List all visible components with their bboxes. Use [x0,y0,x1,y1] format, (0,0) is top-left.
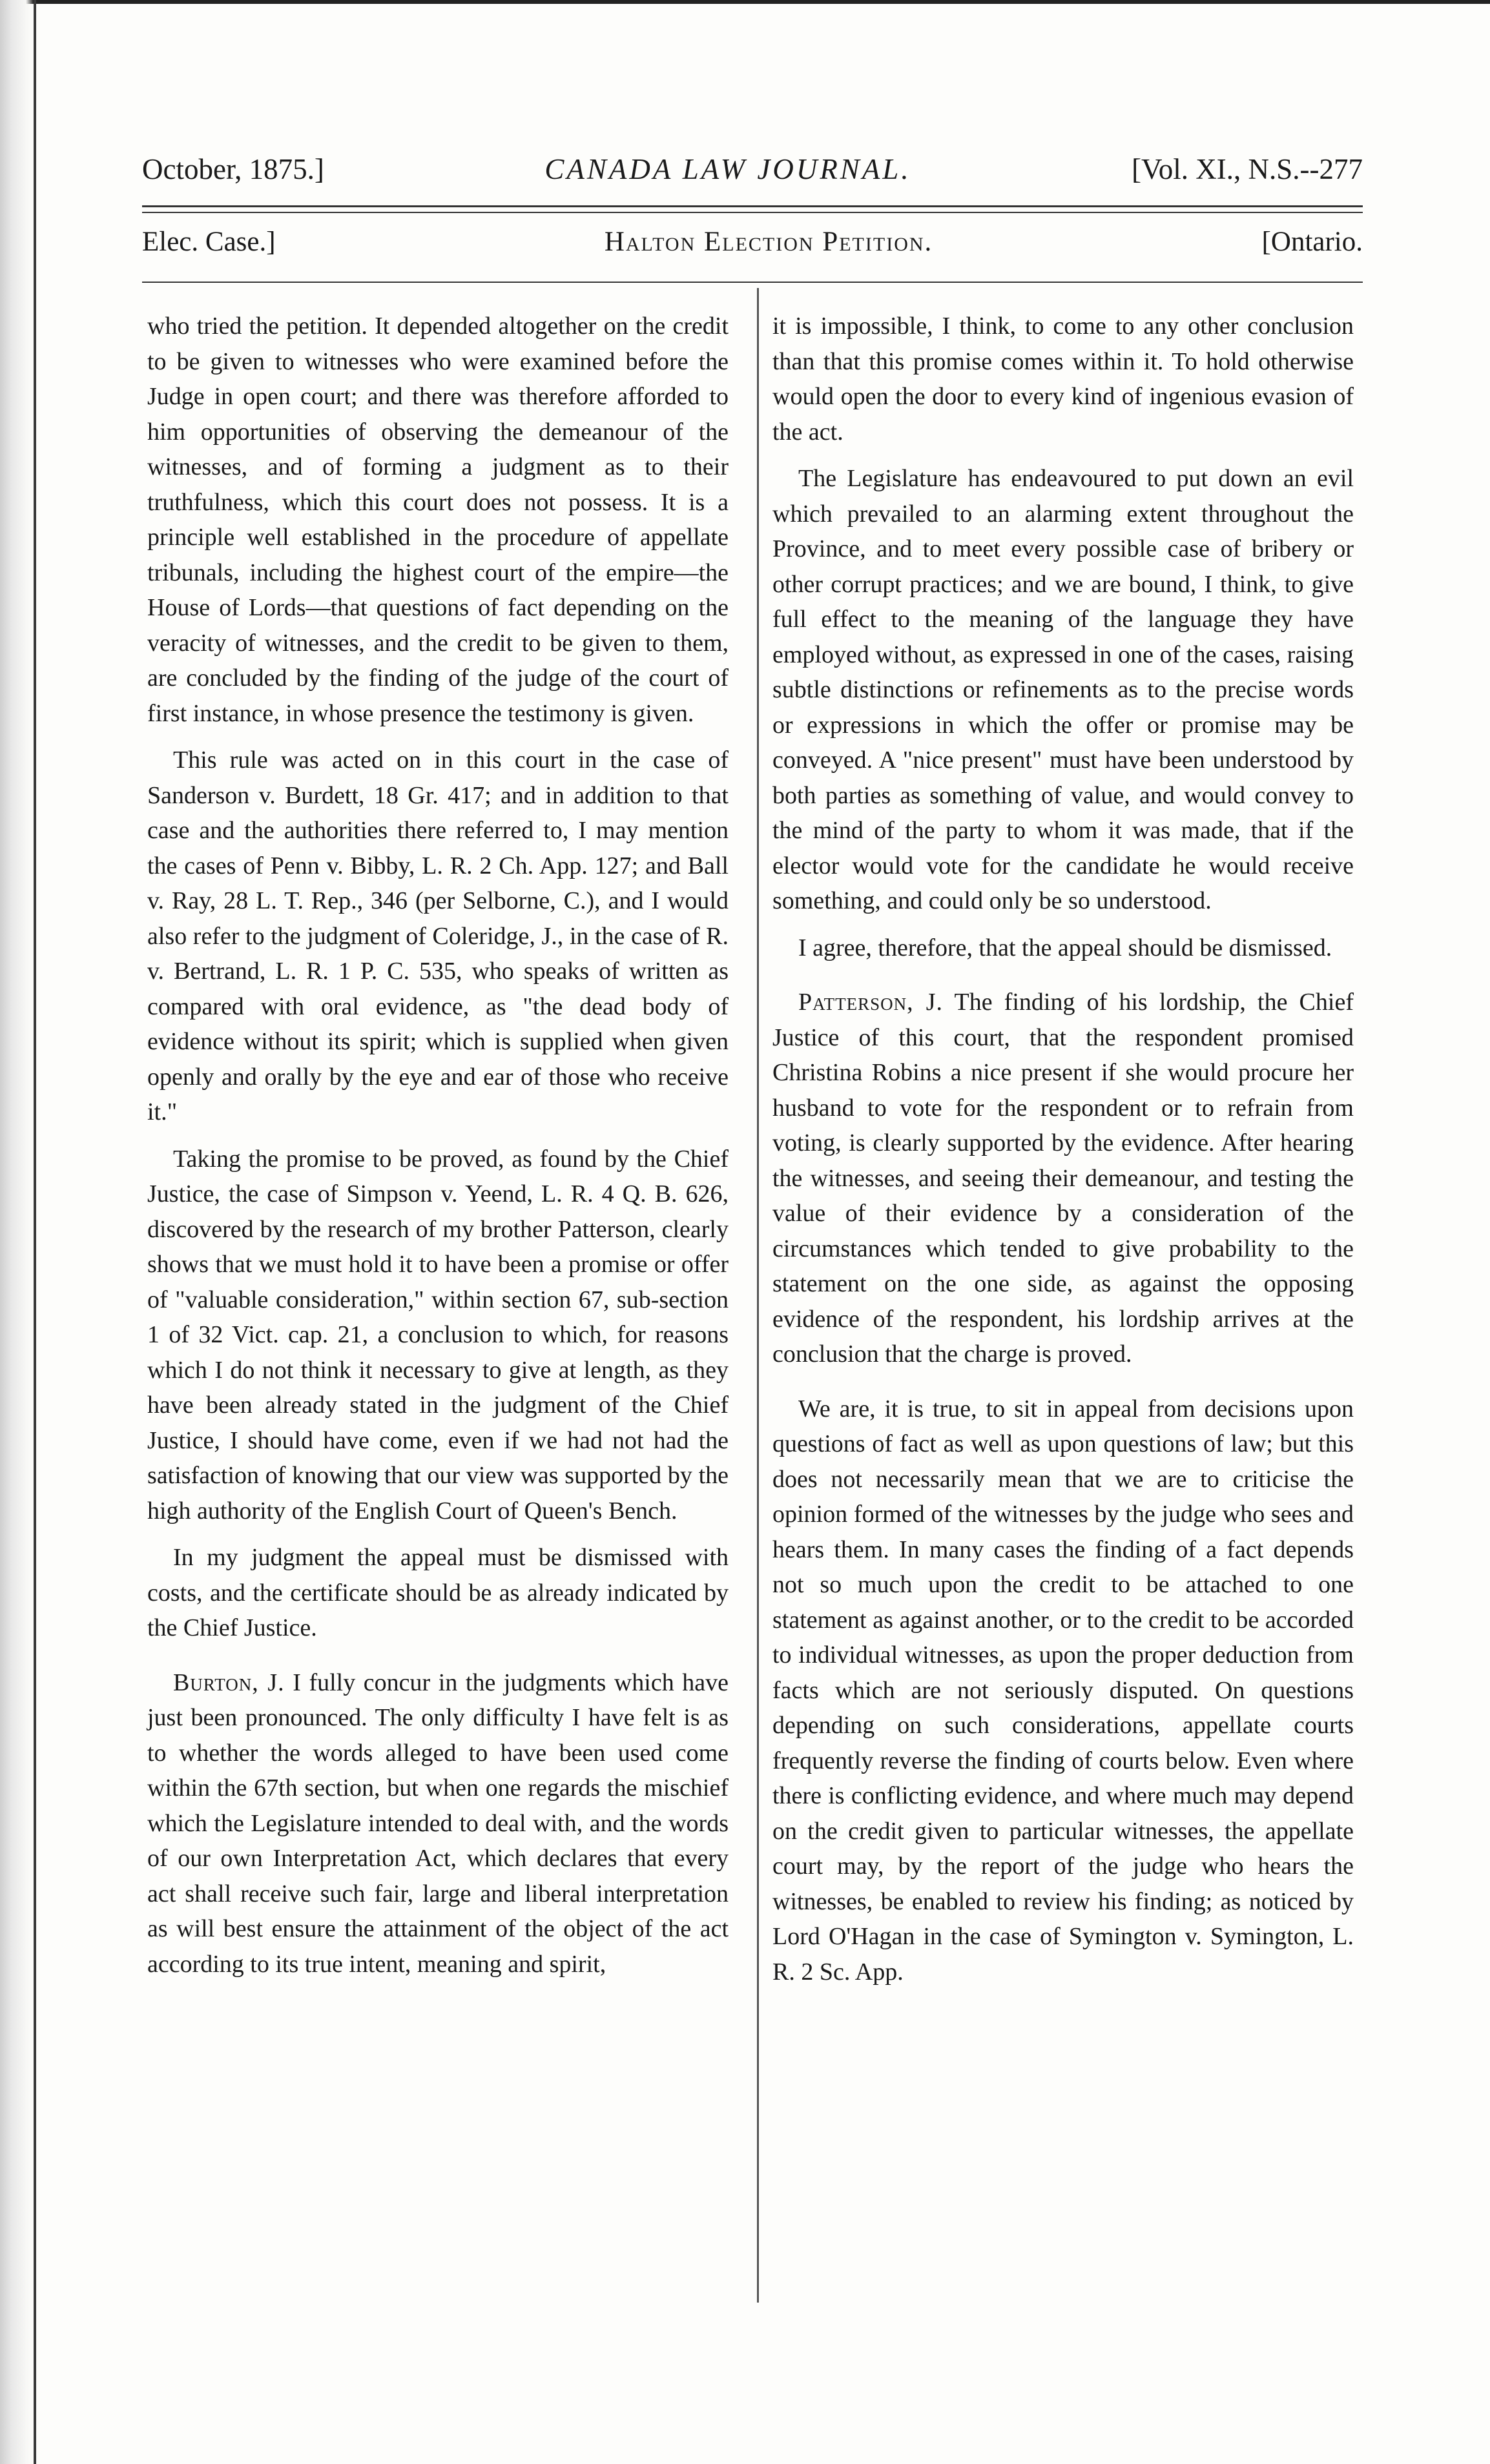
page-binding-line [34,0,36,2464]
paragraph: it is impossible, I think, to come to any other conclusion than that this promise comes within it. To hold otherwise would open the door to every kind of ingenious evasion of the act. [772,313,1354,446]
case-type: Elec. Case.] [142,227,276,257]
left-column [147,309,729,1993]
page-binding-shadow [0,0,34,2464]
paragraph-text: The finding of his lordship, the Chief Justice of this court, that the respondent promised Christina Robins a nice present if she would procure her husband to vote for the respondent or to refrain from voting, is clearly supported by the evidence. After hearing the witnesses, and seeing their demeanour, and testing the value of their evidence by a consideration of the circumstances which tended to give probability to the statement on the one side, as against the opposing evidence of the respondent, his lordship arrives at the conclusion that the charge is proved. [772,989,1354,1368]
paragraph: This rule was acted on in this court in the case of Sanderson v. Burdett, 18 Gr. 417; and in addition to that case and the authorities there referred to, I may mention the cases of Penn v. Bibby, L. R. 2 Ch. App. 127; and Ball v. Ray, 28 L. T. Rep., 346 (per Selborne, C.), and I would also refer to the judgment of Coleridge, J., in the case of R. v. Bertrand, L. R. 1 P. C. 535, who speaks of written as compared with oral evidence, as "the dead body of evidence without its spirit; which is supplied when given openly and orally by the eye and ear of those who receive it." [147,746,729,1125]
top-border [0,0,1490,4]
column-divider [757,288,759,2303]
right-column [772,309,1354,2001]
header-rule-top [142,205,1363,207]
paragraph [147,1665,729,1982]
case-head-rule [142,282,1363,283]
issue-date: October, 1875.] [142,153,324,185]
paragraph: I agree, therefore, that the appeal should be dismissed. [798,934,1332,961]
judge-name: Patterson, J. [798,989,944,1016]
case-province: [Ontario. [1261,227,1363,257]
paragraph: who tried the petition. It depended altogether on the credit to be given to witnesses who were examined before the Judge in open court; and there was therefore afforded to him opportunities of observing the demeanour of the witnesses, and of forming a judgment as to their truthfulness, which this court does not possess. It is a principle well established in the procedure of appellate tribunals, including the highest court of the empire—the House of Lords—that questions of fact depending on the veracity of witnesses, and the credit to be given to them, are concluded by the finding of the judge of the court of first instance, in whose presence the testimony is given. [147,313,729,727]
paragraph-text: I fully concur in the judgments which have just been pronounced. The only difficulty I have felt is as to whether the words alleged to have been used come within the 67th section, but when one regards the mischief which the Legislature intended to deal with, and the words of our own Interpretation Act, which declares that every act shall receive such fair, large and liberal interpretation as will best ensure the attainment of the object of the act according to its true intent, meaning and spirit, [147,1668,729,1978]
paragraph: In my judgment the appeal must be dismissed with costs, and the certificate should be as already indicated by the Chief Justice. [147,1544,729,1641]
header-rule-bottom [142,212,1363,213]
case-title: Halton Election Petition. [604,227,933,257]
paragraph: Taking the promise to be proved, as found by the Chief Justice, the case of Simpson v. Yeend, L. R. 4 Q. B. 626, discovered by the research of my brother Patterson, clearly shows that we must hold it to have been a promise or offer of "valuable consideration," within section 67, sub-section 1 of 32 Vict. cap. 21, a conclusion to which, for reasons which I do not think it necessary to give at length, as they have been already stated in the judgment of the Chief Justice, I should have come, even if we had not had the satisfaction of knowing that our view was supported by the high authority of the English Court of Queen's Bench. [147,1145,729,1525]
judge-name: Burton, J. [173,1668,285,1696]
volume-page: [Vol. XI., N.S.--277 [1132,153,1363,185]
paragraph: The Legislature has endeavoured to put down an evil which prevailed to an alarming extent throughout the Province, and to meet every possible case of bribery or other corrupt practices; and we are bound, I think, to give full effect to the meaning of the language they have employed without, as expressed in one of the cases, raising subtle distinctions or refinements as to the precise words or expressions in which the offer or promise may be conveyed. A "nice present" must have been understood by both parties as something of value, and would convey to the mind of the party to whom it was made, that if the elector would vote for the candidate he would receive something, and could only be so understood. [772,465,1354,914]
case-head [142,226,1363,258]
journal-title: CANADA LAW JOURNAL. [544,153,911,185]
paragraph: We are, it is true, to sit in appeal from decisions upon questions of fact as well as upon questions of law; but this does not necessarily mean that we are to criticise the opinion formed of the witnesses by the judge who sees and hears them. In many cases the finding of a fact depends not so much upon the credit to be attached to one statement as against another, or to the credit to be accorded to individual witnesses, as upon the proper deduction from facts which are not seriously disputed. On questions depending on such considerations, appellate courts frequently reverse the finding of courts below. Even where there is conflicting evidence, and where much may depend on the credit given to particular witnesses, the appellate court may, by the report of the judge who hears the witnesses, be enabled to review his finding; as noticed by Lord O'Hagan in the case of Symington v. Symington, L. R. 2 Sc. App. [772,1395,1354,1986]
running-head [142,152,1363,186]
paragraph [772,985,1354,1372]
